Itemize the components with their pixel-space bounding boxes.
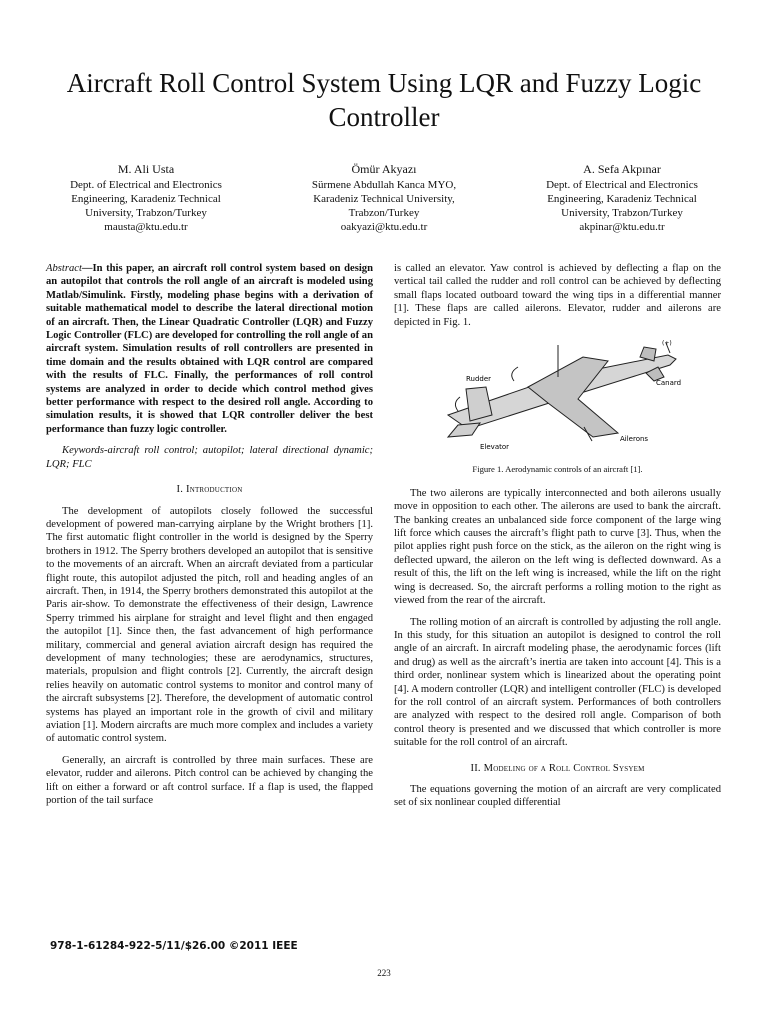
abstract-label: Abstract [46,263,82,274]
canard-label: Canard [655,379,681,388]
author-email: oakyazi@ktu.edu.tr [340,221,428,233]
author-name: A. Sefa Akpınar [583,162,661,176]
paragraph: Generally, an aircraft is controlled by three main surfaces. These are elevator, rudder and ailerons. Pitch control can be achieved by changing the lift on either a forward or aft control surface. If a flap is used, the flapped portion of the tail surface [46,754,373,807]
author-email: akpinar@ktu.edu.tr [579,221,665,233]
author-email: mausta@ktu.edu.tr [104,221,188,233]
paper-title: Aircraft Roll Control System Using LQR and Fuzzy Logic Controller [66,68,702,132]
section-heading-modeling: II. Modeling of a Roll Control Sysyem [470,762,645,774]
author-name: Ömür Akyazı [351,162,417,176]
keywords: Keywords-aircraft roll control; autopilot; lateral directional dynamic; LQR; FLC [46,445,373,470]
elevator-label: Elevator [479,443,509,452]
paragraph: is called an elevator. Yaw control is achieved by deflecting a flap on the vertical tail called the rudder and roll control can be achieved by deflecting small flaps located outboard toward the wing tips in a differential manner [1]. These flaps are called ailerons. Elevator, rudder and ailerons are depicted in Fig. 1. [394,263,721,328]
paragraph: The two ailerons are typically interconnected and both ailerons usually move in opposition to each other. The ailerons are used to bank the aircraft. The banking creates an unbalanced side force component of the large wing lift force which causes the aircraft’s flight path to curve [3]. Thus, when the pilot applies right push force on the stick, as the aileron on the right wing is deflected upward, the aileron on the left wing is deflected downward. As a result of this, the lift on the left wing is increased, while the lift on the right wing is decreased. So, the aircraft performs a rolling motion to the right as viewed from the rear of the aircraft. [394,487,721,607]
author-name: M. Ali Usta [117,162,175,176]
plus-label: (+) [661,340,672,348]
author-block-3 [502,160,742,234]
aircraft-diagram [408,337,708,455]
figure-caption: Figure 1. Aerodynamic controls of an aircraft [1]. [472,464,643,475]
author-affiliation: Dept. of Electrical and Electronics [546,179,698,191]
abstract [46,262,373,436]
author-affiliation: Sürmene Abdullah Kanca MYO, [311,179,457,191]
author-affiliation: University, Trabzon/Turkey [561,207,683,219]
paragraph: The equations governing the motion of an aircraft are very complicated set of six nonlinear coupled differential [394,783,721,809]
author-affiliation: Trabzon/Turkey [348,207,420,219]
author-affiliation: Karadeniz Technical University, [313,193,455,205]
footer-isbn: 978-1-61284-922-5/11/$26.00 ©2011 IEEE [50,940,298,952]
author-affiliation: University, Trabzon/Turkey [85,207,207,219]
right-column [394,262,721,818]
author-affiliation: Engineering, Karadeniz Technical [71,193,221,205]
ailerons-label: Ailerons [619,435,648,444]
figure-aircraft-controls [394,337,721,477]
author-block-2 [264,160,504,234]
section-heading-introduction: I. Introduction [176,484,243,496]
paragraph: The rolling motion of an aircraft is controlled by adjusting the roll angle. In this study, for this situation an autopilot is designed to control the roll angle of an aircraft. In aircraft modeling phase, the aerodynamic forces (lift and drug) as well as the aircraft’s inertia are taken into account [4]. This is a third order, nonlinear system which is linearized about the operating point [4]. A modern controller (LQR) and intelligent controller (FLC) is developed for the roll control of an aircraft system. Performances of both controllers are analyzed with respect to the desired roll angle. Comparison of both control theory is presented and we discussed that which controller is more suitable for the roll control of an aircraft. [394,616,721,749]
rudder-label: Rudder [465,375,491,384]
abstract-text: —In this paper, an aircraft roll control system based on design an autopilot that controls the roll angle of an aircraft is modeled using Matlab/Simulink. Firstly, modeling phase begins with a derivation of suitable mathematical model to describe the lateral directional motion of an aircraft. Then, the Linear Quadratic Controller (LQR) and Fuzzy Logic Controller (FLC) are developed for controlling the roll angle of an aircraft system. Simulation results of roll controllers are presented in time domain and the results obtained with LQR control are compared with the results of FLC. Finally, the performances of roll control systems are analyzed in order to decide which control method gives better performance with respect to the desired roll angle. According to simulation results, it is showed that LQR controller deliver the best performance than fuzzy logic controller. [46,263,373,435]
author-block-1 [26,160,266,234]
paragraph: The development of autopilots closely followed the successful development of powered man-carrying airplane by the Wright brothers [1]. The first automatic flight controller in the world is designed by the Sperry brothers in 1912. The Sperry brothers developed an autopilot that is sensitive to the movements of an aircraft. When an aircraft deviated from a particular flight route, this autopilot adjusted the pitch, roll and heading angles of an aircraft. Then, in 1914, the Sperry brothers demonstrated this autopilot at the Paris air-show. To demonstrate the effectiveness of their design, Lawrence Sperry trimmed his airplane for straight and level flight and then engaged the autopilot [1]. Since then, the fast advancement of high performance military, commercial and general aviation aircraft design has required the development of many technologies; these are aerodynamics, structures, materials, propulsion and flight controls [2]. Currently, the aircraft design relies heavily on automatic control systems to monitor and control many of the aircraft subsystems [2]. Therefore, the development of automatic control systems has played an important role in the growth of civil and military aviation [1]. Modern aircrafts are much more complex and includes a variety of automatic control system. [46,505,373,745]
author-affiliation: Dept. of Electrical and Electronics [70,179,222,191]
author-affiliation: Engineering, Karadeniz Technical [547,193,697,205]
left-column [46,262,373,815]
page-number: 223 [377,968,391,978]
